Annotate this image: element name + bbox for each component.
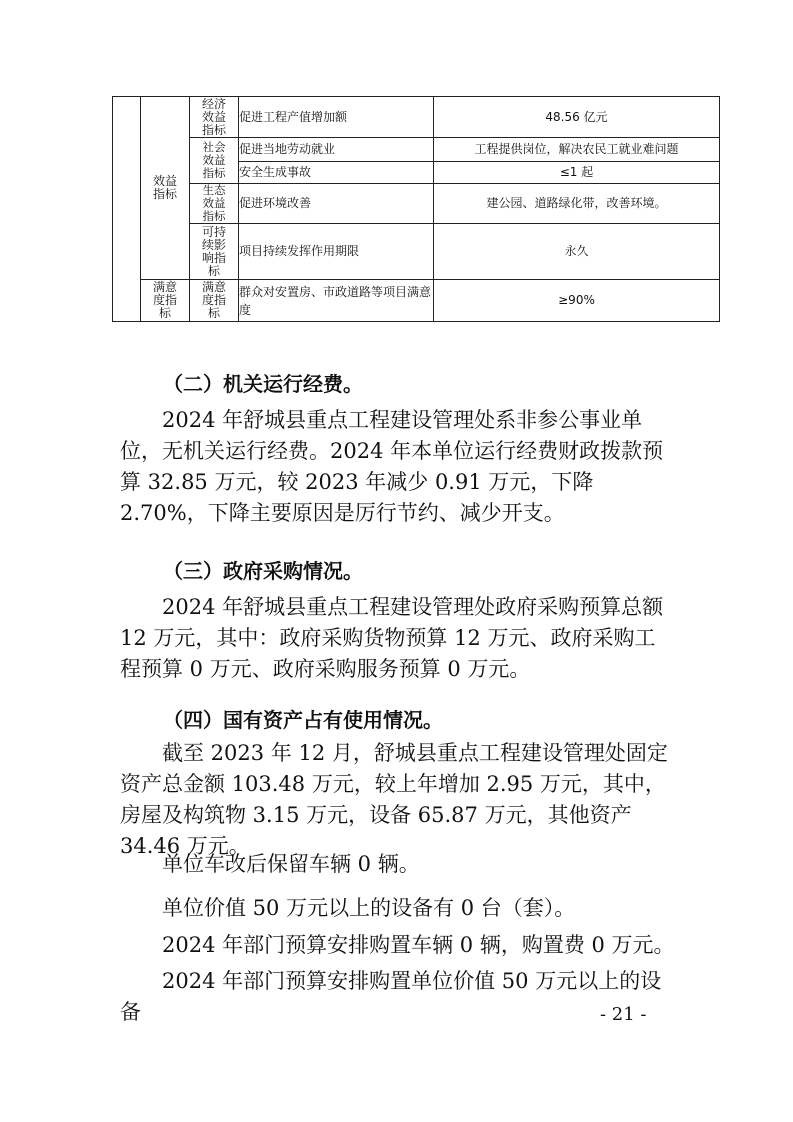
section-body-assets: 截至 2023 年 12 月，舒城县重点工程建设管理处固定资产总金额 103.48 万元，较上年增加 2.95 万元，其中，房屋及构筑物 3.15 万元，设备 65.87 万元，其他资产 34.46 万元。 [120, 741, 668, 858]
indicator-value: 48.56 亿元 [434, 97, 720, 138]
indicator-value: ≤1 起 [434, 162, 720, 184]
indicator-name: 群众对安置房、市政道路等项目满意度 [239, 280, 434, 322]
group-label-benefit: 效益 指标 [141, 97, 190, 280]
section-body-vehicle-purchase: 2024 年部门预算安排购置车辆 0 辆，购置费 0 万元。 [162, 933, 675, 957]
section-body-equipment: 单位价值 50 万元以上的设备有 0 台（套）。 [162, 896, 576, 920]
indicator-name: 促进工程产值增加额 [239, 97, 434, 138]
section-heading-procurement: （三）政府采购情况。 [163, 559, 363, 583]
indicator-name: 促进当地劳动就业 [239, 138, 434, 162]
indicator-value: 建公园、道路绿化带，改善环境。 [434, 184, 720, 224]
section-body-equipment-purchase: 2024 年部门预算安排购置单位价值 50 万元以上的设备 [120, 969, 662, 1024]
subcategory-social: 社会 效益 指标 [190, 138, 239, 184]
subcategory-economic: 经济 效益 指标 [190, 97, 239, 138]
group-label-satisfaction: 满意 度指 标 [141, 280, 190, 322]
indicator-value: 工程提供岗位，解决农民工就业难问题 [434, 138, 720, 162]
performance-indicator-table [112, 96, 720, 322]
page-number: - 21 - [600, 1004, 647, 1025]
indicator-name: 安全生成事故 [239, 162, 434, 184]
section-body-procurement: 2024 年舒城县重点工程建设管理处政府采购预算总额 12 万元，其中：政府采购货物预算 12 万元、政府采购工程预算 0 万元、政府采购服务预算 0 万元。 [120, 595, 664, 681]
section-heading-operating-costs: （二）机关运行经费。 [163, 372, 363, 396]
indicator-value: 永久 [434, 224, 720, 280]
section-heading-state-assets: （四）国有资产占有使用情况。 [163, 708, 443, 732]
subcategory-satisfaction: 满意 度指 标 [190, 280, 239, 322]
table-blank-column [113, 97, 141, 322]
indicator-name: 项目持续发挥作用期限 [239, 224, 434, 280]
section-body-vehicles: 单位车改后保留车辆 0 辆。 [162, 852, 420, 876]
indicator-name: 促进环境改善 [239, 184, 434, 224]
subcategory-sustainability: 可持 续影 响指 标 [190, 224, 239, 280]
section-body-operating-costs: 2024 年舒城县重点工程建设管理处系非参公事业单位，无机关运行经费。2024 年本单位运行经费财政拨款预算 32.85 万元，较 2023 年减少 0.91 万元，下降 2.70%，下降主要原因是厉行节约、减少开支。 [120, 408, 664, 525]
subcategory-ecological: 生态 效益 指标 [190, 184, 239, 224]
indicator-value: ≥90% [434, 280, 720, 322]
